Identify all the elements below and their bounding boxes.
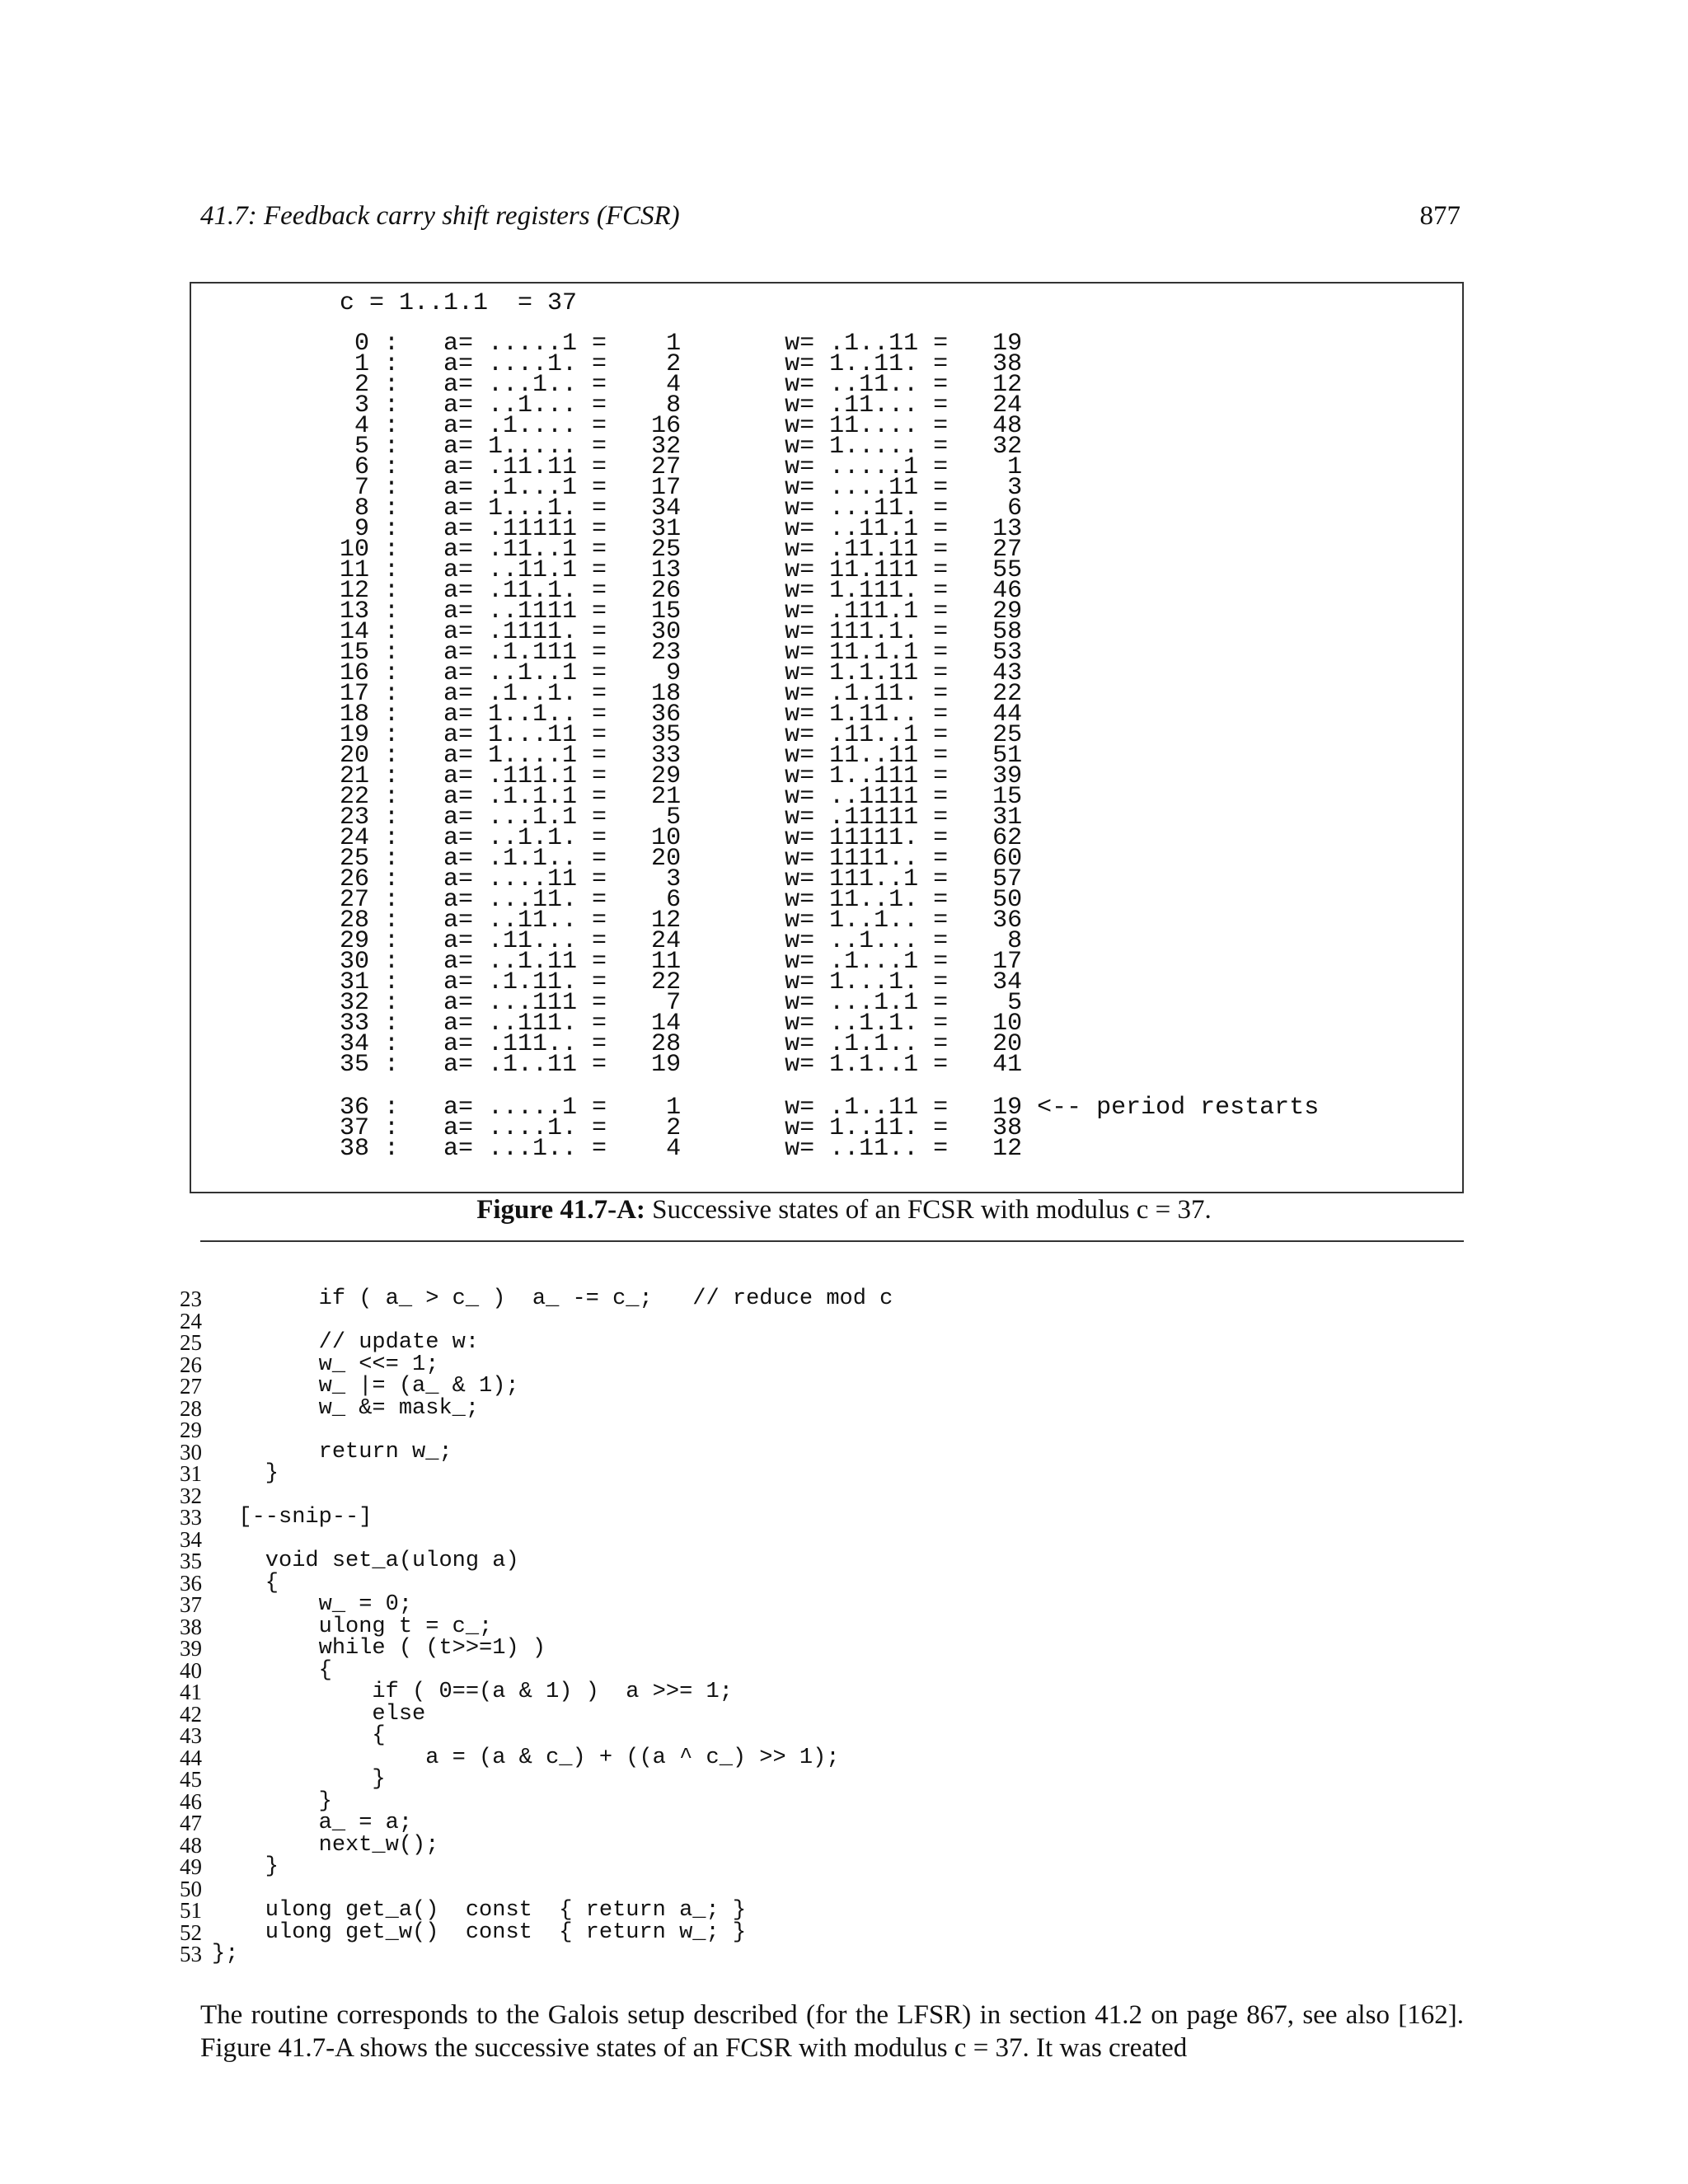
state-row: 26 : a= ....11 = 3 w= 111..1 = 57 xyxy=(340,865,1023,893)
code-text: w_ = 0; xyxy=(212,1592,413,1617)
code-text: }; xyxy=(212,1942,239,1966)
state-row: 22 : a= .1.1.1 = 21 w= ..1111 = 15 xyxy=(340,783,1023,811)
code-text: { xyxy=(212,1571,279,1596)
state-row: 15 : a= .1.111 = 23 w= 11.1.1 = 53 xyxy=(340,639,1023,667)
state-row: 33 : a= ..111. = 14 w= ..1.1. = 10 xyxy=(340,1010,1023,1038)
state-row: 9 : a= .11111 = 31 w= ..11.1 = 13 xyxy=(340,515,1023,543)
code-text: else xyxy=(212,1702,426,1727)
code-line xyxy=(169,1374,519,1399)
state-row: 10 : a= .11..1 = 25 w= .11.11 = 27 xyxy=(340,536,1023,564)
page-number: 877 xyxy=(1419,201,1461,231)
code-text: w_ |= (a_ & 1); xyxy=(212,1374,519,1399)
code-line xyxy=(169,1898,747,1923)
state-row: 5 : a= 1..... = 32 w= 1..... = 32 xyxy=(340,433,1023,461)
state-row: 28 : a= ..11.. = 12 w= 1..1.. = 36 xyxy=(340,907,1023,935)
line-number: 51 xyxy=(180,1898,202,1923)
code-text: } xyxy=(212,1461,279,1486)
line-number: 32 xyxy=(180,1483,202,1508)
code-text: ulong get_a() const { return a_; } xyxy=(212,1898,747,1923)
line-number: 39 xyxy=(180,1636,202,1661)
state-row: 24 : a= ..1.1. = 10 w= 11111. = 62 xyxy=(340,824,1023,852)
line-number: 53 xyxy=(180,1942,202,1966)
figure-caption-label: Figure 41.7-A: xyxy=(476,1195,645,1225)
line-number: 43 xyxy=(180,1723,202,1748)
code-line xyxy=(169,1636,546,1661)
line-number: 26 xyxy=(180,1352,202,1377)
code-text: while ( (t>>=1) ) xyxy=(212,1636,546,1661)
code-text: { xyxy=(212,1658,332,1683)
state-row: 3 : a= ..1... = 8 w= .11... = 24 xyxy=(340,391,1023,419)
state-row: 30 : a= ..1.11 = 11 w= .1...1 = 17 xyxy=(340,948,1023,976)
state-row: 8 : a= 1...1. = 34 w= ...11. = 6 xyxy=(340,494,1023,523)
code-text: void set_a(ulong a) xyxy=(212,1549,519,1573)
line-number: 48 xyxy=(180,1833,202,1858)
line-number: 24 xyxy=(180,1309,202,1333)
code-text: return w_; xyxy=(212,1440,452,1465)
code-line xyxy=(169,1854,279,1879)
state-row: 1 : a= ....1. = 2 w= 1..11. = 38 xyxy=(340,350,1023,378)
line-number: 23 xyxy=(180,1286,202,1311)
line-number: 45 xyxy=(180,1767,202,1792)
code-text: } xyxy=(212,1767,386,1792)
code-line xyxy=(169,1680,733,1704)
figure-caption xyxy=(0,1195,1688,1226)
state-row: 13 : a= ..1111 = 15 w= .111.1 = 29 xyxy=(340,598,1023,626)
code-line xyxy=(169,1549,519,1573)
line-number: 28 xyxy=(180,1396,202,1421)
state-row: 31 : a= .1.11. = 22 w= 1...1. = 34 xyxy=(340,968,1023,996)
code-line xyxy=(169,1286,893,1311)
code-text: if ( a_ > c_ ) a_ -= c_; // reduce mod c xyxy=(212,1286,893,1311)
state-row: 12 : a= .11.1. = 26 w= 1.111. = 46 xyxy=(340,577,1023,605)
line-number: 44 xyxy=(180,1746,202,1770)
code-line xyxy=(169,1767,386,1792)
state-row: 7 : a= .1...1 = 17 w= ....11 = 3 xyxy=(340,474,1023,502)
line-number: 42 xyxy=(180,1702,202,1727)
state-row: 0 : a= .....1 = 1 w= .1..11 = 19 xyxy=(340,330,1023,358)
state-row: 27 : a= ...11. = 6 w= 11..1. = 50 xyxy=(340,886,1023,914)
figure-rule xyxy=(200,1240,1464,1242)
state-row: 32 : a= ...111 = 7 w= ...1.1 = 5 xyxy=(340,989,1023,1017)
state-row: 29 : a= .11... = 24 w= ..1... = 8 xyxy=(340,927,1023,955)
state-row: 23 : a= ...1.1 = 5 w= .11111 = 31 xyxy=(340,804,1023,832)
code-line xyxy=(169,1330,480,1355)
line-number: 31 xyxy=(180,1461,202,1486)
state-row: 35 : a= .1..11 = 19 w= 1.1..1 = 41 xyxy=(340,1051,1023,1079)
code-line xyxy=(169,1592,413,1617)
line-number: 47 xyxy=(180,1811,202,1835)
line-number: 27 xyxy=(180,1374,202,1399)
line-number: 35 xyxy=(180,1549,202,1573)
code-line xyxy=(169,1505,373,1530)
line-number: 38 xyxy=(180,1615,202,1639)
code-line xyxy=(169,1811,413,1835)
code-text: a_ = a; xyxy=(212,1811,413,1835)
state-row: 17 : a= .1..1. = 18 w= .1.11. = 22 xyxy=(340,680,1023,708)
state-table-restart xyxy=(340,1094,1320,1163)
line-number: 36 xyxy=(180,1571,202,1596)
line-number: 41 xyxy=(180,1680,202,1704)
line-number: 52 xyxy=(180,1920,202,1945)
state-row: 19 : a= 1...11 = 35 w= .11..1 = 25 xyxy=(340,721,1023,749)
line-number: 40 xyxy=(180,1658,202,1683)
state-row: 34 : a= .111.. = 28 w= .1.1.. = 20 xyxy=(340,1030,1023,1058)
state-row: 20 : a= 1....1 = 33 w= 11..11 = 51 xyxy=(340,742,1023,770)
running-header-title: 41.7: Feedback carry shift registers (FCSR) xyxy=(200,201,680,231)
code-line xyxy=(169,1418,202,1442)
line-number: 46 xyxy=(180,1789,202,1814)
figure-caption-text: Successive states of an FCSR with modulus c = 37. xyxy=(652,1195,1212,1225)
code-text: ulong t = c_; xyxy=(212,1615,493,1639)
line-number: 49 xyxy=(180,1854,202,1879)
state-row: 2 : a= ...1.. = 4 w= ..11.. = 12 xyxy=(340,371,1023,399)
code-line xyxy=(169,1942,239,1966)
line-number: 33 xyxy=(180,1505,202,1530)
body-paragraph: The routine corresponds to the Galois setup described (for the LFSR) in section 41.2 on page 867, see also [162]. Figure 41.7-A shows the successive states of an FCSR with modulus c = 37. It was created xyxy=(200,2000,1464,2063)
code-text: a = (a & c_) + ((a ^ c_) >> 1); xyxy=(212,1746,840,1770)
state-row: 37 : a= ....1. = 2 w= 1..11. = 38 xyxy=(340,1114,1023,1142)
state-row: 11 : a= ..11.1 = 13 w= 11.111 = 55 xyxy=(340,556,1023,584)
state-row: 36 : a= .....1 = 1 w= .1..11 = 19 <-- period restarts xyxy=(340,1094,1320,1122)
state-row: 21 : a= .111.1 = 29 w= 1..111 = 39 xyxy=(340,762,1023,790)
code-line xyxy=(169,1723,386,1748)
state-row: 14 : a= .1111. = 30 w= 111.1. = 58 xyxy=(340,618,1023,646)
state-row: 18 : a= 1..1.. = 36 w= 1.11.. = 44 xyxy=(340,701,1023,729)
line-number: 25 xyxy=(180,1330,202,1355)
state-row: 6 : a= .11.11 = 27 w= .....1 = 1 xyxy=(340,453,1023,481)
state-row: 4 : a= .1.... = 16 w= 11.... = 48 xyxy=(340,412,1023,440)
code-text: ulong get_w() const { return w_; } xyxy=(212,1920,747,1945)
code-text: if ( 0==(a & 1) ) a >>= 1; xyxy=(212,1680,733,1704)
state-row: 38 : a= ...1.. = 4 w= ..11.. = 12 xyxy=(340,1135,1023,1163)
line-number: 34 xyxy=(180,1527,202,1552)
modulus-line: c = 1..1.1 = 37 xyxy=(340,289,578,317)
code-text: // update w: xyxy=(212,1330,480,1355)
code-text: } xyxy=(212,1789,332,1814)
state-row: 16 : a= ..1..1 = 9 w= 1.1.11 = 43 xyxy=(340,659,1023,687)
line-number: 30 xyxy=(180,1440,202,1465)
code-text: w_ &= mask_; xyxy=(212,1396,480,1421)
code-text: w_ <<= 1; xyxy=(212,1352,439,1377)
code-text: } xyxy=(212,1854,279,1879)
code-text: { xyxy=(212,1723,386,1748)
code-text: next_w(); xyxy=(212,1833,439,1858)
line-number: 37 xyxy=(180,1592,202,1617)
code-text: [--snip--] xyxy=(212,1505,373,1530)
state-row: 25 : a= .1.1.. = 20 w= 1111.. = 60 xyxy=(340,845,1023,873)
code-line xyxy=(169,1461,279,1486)
line-number: 50 xyxy=(180,1877,202,1901)
state-table xyxy=(340,330,1023,1079)
line-number: 29 xyxy=(180,1418,202,1442)
